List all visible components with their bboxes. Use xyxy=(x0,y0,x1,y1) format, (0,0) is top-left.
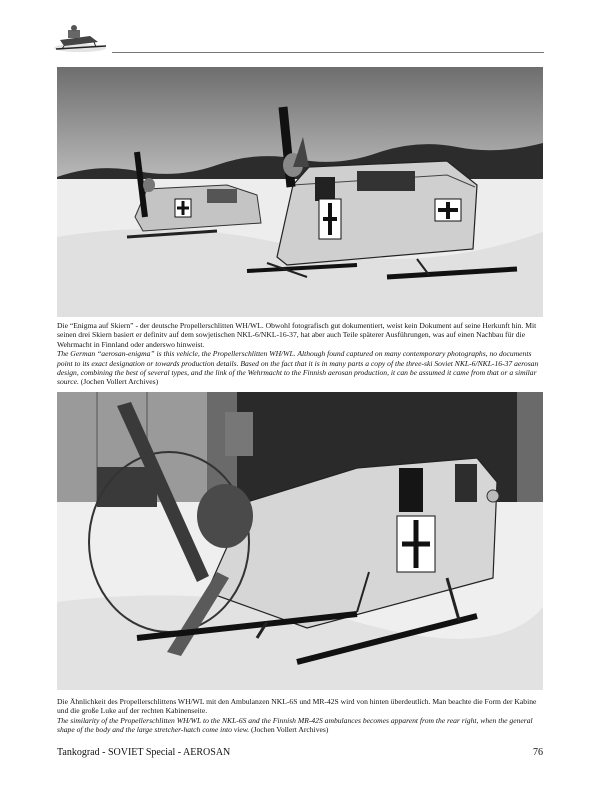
footer-book-title: Tankograd - SOVIET Special - AEROSAN xyxy=(57,747,231,758)
caption-english-text: The German “aerosan-enigma” is this vehicle, the Propellerschlitten WH/WL. Although found captured on many contemporary photographs, no documents point to its exact designation or towards production details. Based on the fact that it is in many parts a copy of the three-ski Soviet NKL-6/NKL-16-37 aerosan design, combining the best of several types, and the link of the Wehrmacht to the Finnish aerosan production, it can be assumed it came from that or a similar source. xyxy=(57,349,539,387)
sledge-logo-icon xyxy=(50,22,112,54)
caption-photo-1 xyxy=(57,321,547,387)
caption-english xyxy=(57,349,547,387)
caption-english xyxy=(57,716,547,735)
page-number: 76 xyxy=(533,747,543,758)
photo-credit: (Jochen Vollert Archives) xyxy=(80,377,159,387)
photo-aerosans-in-snow xyxy=(57,67,543,317)
photo-credit: (Jochen Vollert Archives) xyxy=(251,725,329,735)
photo-aerosan-rear-view xyxy=(57,392,543,690)
caption-german: Die Ähnlichkeit des Propellerschlittens WH/WL mit den Ambulanzen NKL-6S und MR-42S wird von hinten überdeutlich. Man beachte die Form der Kabine und die große Luke auf der rechten Kabinenseite. xyxy=(57,697,537,716)
caption-german: Die “Enigma auf Skiern” - der deutsche Propellerschlitten WH/WL. Obwohl fotografisch gut dokumentiert, weist kein Dokument auf seine Herkunft hin. Mit seinen drei Skiern basiert er definitv auf dem sowjetischen NKL-6/NKL-16-37, hat aber auch Teile späterer Ausführungen, was auf einen Nachbau für die Wehrmacht in Finnland oder anderswo hinweist. xyxy=(57,321,537,349)
caption-english-text: The similarity of the Propellerschlitten WH/WL to the NKL-6S and the Finnish MR-42S ambulances becomes apparent from the rear right, when the general shape of the body and the large stretcher-hatch come into view. xyxy=(57,715,533,735)
caption-photo-2 xyxy=(57,697,547,735)
header-divider xyxy=(112,52,544,53)
